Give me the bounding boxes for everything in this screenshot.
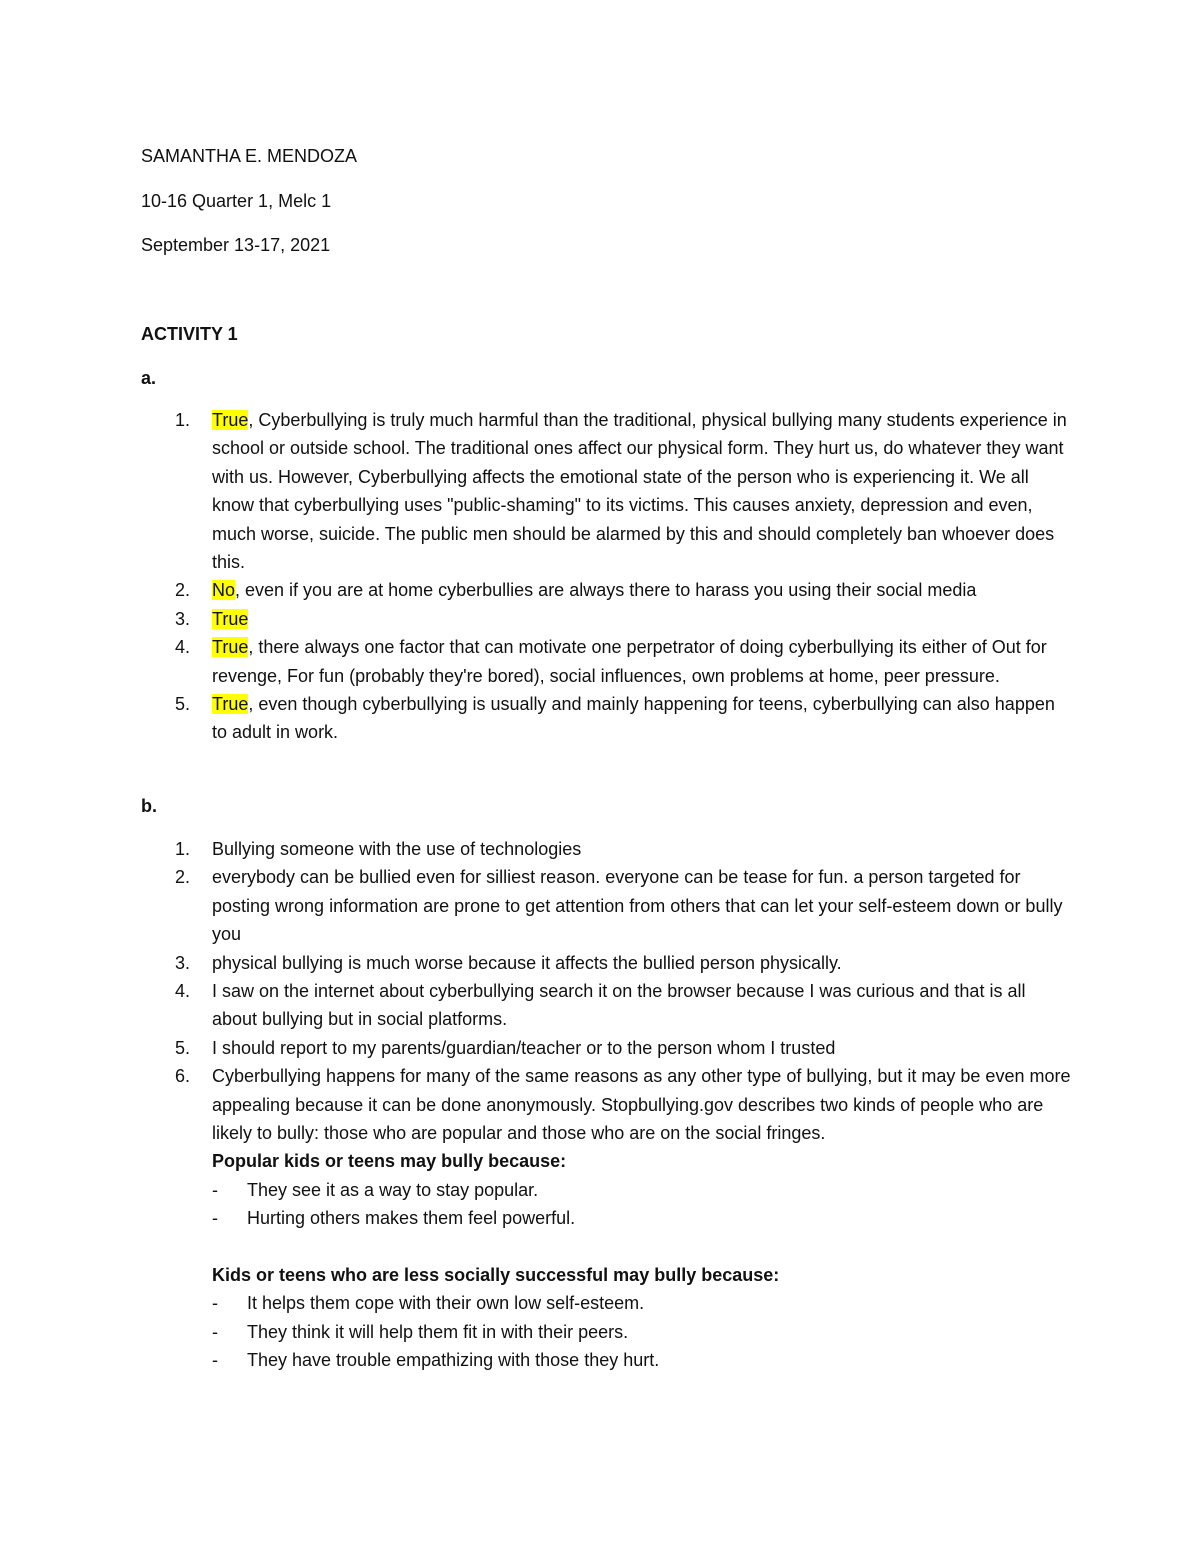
item-text: , there always one factor that can motivate one perpetrator of doing cyberbullying its either of Out for revenge, For fun (probably they're bored), social influences, own problems at home, peer pressure.	[212, 637, 1047, 686]
popular-heading: Popular kids or teens may bully because:	[212, 1151, 567, 1172]
section-b-label: b.	[141, 796, 157, 816]
item-number: 1.	[175, 839, 191, 859]
list-item	[141, 949, 1071, 977]
item-text: , even though cyberbullying is usually and mainly happening for teens, cyberbullying can also happen to adult in work.	[212, 694, 1055, 743]
spacer	[212, 1233, 1071, 1261]
dash-marker: -	[212, 1208, 218, 1229]
dash-marker: -	[212, 1179, 218, 1200]
reason-item	[212, 1318, 1071, 1346]
section-a-label: a.	[141, 368, 157, 388]
item-number: 3.	[175, 952, 191, 973]
item-number: 2.	[175, 580, 191, 601]
dash-marker: -	[212, 1293, 218, 1314]
item-text: physical bullying is much worse because it affects the bullied person physically.	[212, 952, 842, 973]
item-text: I saw on the internet about cyberbullying search it on the browser because I was curious and that is all about bullying but in social platforms.	[212, 981, 1026, 1030]
activity-title: ACTIVITY 1	[141, 324, 238, 344]
item-text: Cyberbullying happens for many of the same reasons as any other type of bullying, but it may be even more appealing because it can be done anonymously. Stopbullying.gov describes two kinds of people who are likely to bully: those who are popular and those who are on the social fringes.	[212, 1066, 1071, 1144]
item-text: , Cyberbullying is truly much harmful than the traditional, physical bullying many students experience in school or outside school. The traditional ones affect our physical form. They hurt us, do whatever they want with us. However, Cyberbullying affects the emotional state of the person who is experiencing it. We all know that cyberbullying uses "public-shaming" to its victims. This causes anxiety, depression and even, much worse, suicide. The public men should be alarmed by this and should completely ban whoever does this.	[212, 410, 1067, 573]
date-range: September 13-17, 2021	[141, 235, 331, 255]
reason-item	[212, 1289, 1071, 1317]
list-item	[141, 835, 1071, 863]
item-number: 6.	[175, 1066, 191, 1087]
reason-text: It helps them cope with their own low self-esteem.	[247, 1293, 645, 1314]
item-number: 1.	[175, 410, 191, 430]
answer-highlight: True	[212, 694, 249, 715]
item-number: 5.	[175, 1037, 191, 1058]
reason-item	[212, 1346, 1071, 1374]
list-item	[141, 633, 1071, 690]
list-item	[141, 977, 1071, 1034]
dash-marker: -	[212, 1350, 218, 1371]
reason-text: They see it as a way to stay popular.	[247, 1179, 539, 1200]
answer-highlight: True	[212, 637, 249, 658]
dash-marker: -	[212, 1321, 218, 1342]
list-item	[141, 1062, 1071, 1374]
item-number: 3.	[175, 608, 191, 629]
answer-highlight: True	[212, 410, 249, 430]
item-text: I should report to my parents/guardian/teacher or to the person whom I trusted	[212, 1037, 836, 1058]
answer-highlight: True	[212, 608, 249, 629]
item-text: , even if you are at home cyberbullies are always there to harass you using their social media	[235, 580, 977, 601]
list-item	[141, 690, 1071, 747]
item-number: 4.	[175, 981, 191, 1002]
reason-text: Hurting others makes them feel powerful.	[247, 1208, 576, 1229]
item-number: 4.	[175, 637, 191, 658]
list-item	[141, 1034, 1071, 1062]
reason-text: They think it will help them fit in with their peers.	[247, 1321, 629, 1342]
list-item	[141, 406, 1071, 576]
item-number: 2.	[175, 867, 191, 888]
list-item	[141, 576, 1071, 604]
item-number: 5.	[175, 694, 191, 715]
item-text: Bullying someone with the use of technologies	[212, 839, 582, 859]
reason-item	[212, 1176, 1071, 1204]
reason-text: They have trouble empathizing with those they hurt.	[247, 1350, 660, 1371]
less-successful-heading: Kids or teens who are less socially successful may bully because:	[212, 1265, 780, 1286]
reason-item	[212, 1204, 1071, 1232]
class-info: 10-16 Quarter 1, Melc 1	[141, 191, 332, 211]
section-b-list	[141, 835, 1071, 1375]
student-name: SAMANTHA E. MENDOZA	[141, 146, 358, 166]
list-item	[141, 605, 1071, 633]
section-a-list	[141, 406, 1071, 747]
item-text: everybody can be bullied even for silliest reason. everyone can be tease for fun. a person targeted for posting wrong information are prone to get attention from others that can let your self-esteem down or bully you	[212, 867, 1063, 945]
list-item	[141, 863, 1071, 948]
answer-highlight: No	[212, 580, 236, 601]
